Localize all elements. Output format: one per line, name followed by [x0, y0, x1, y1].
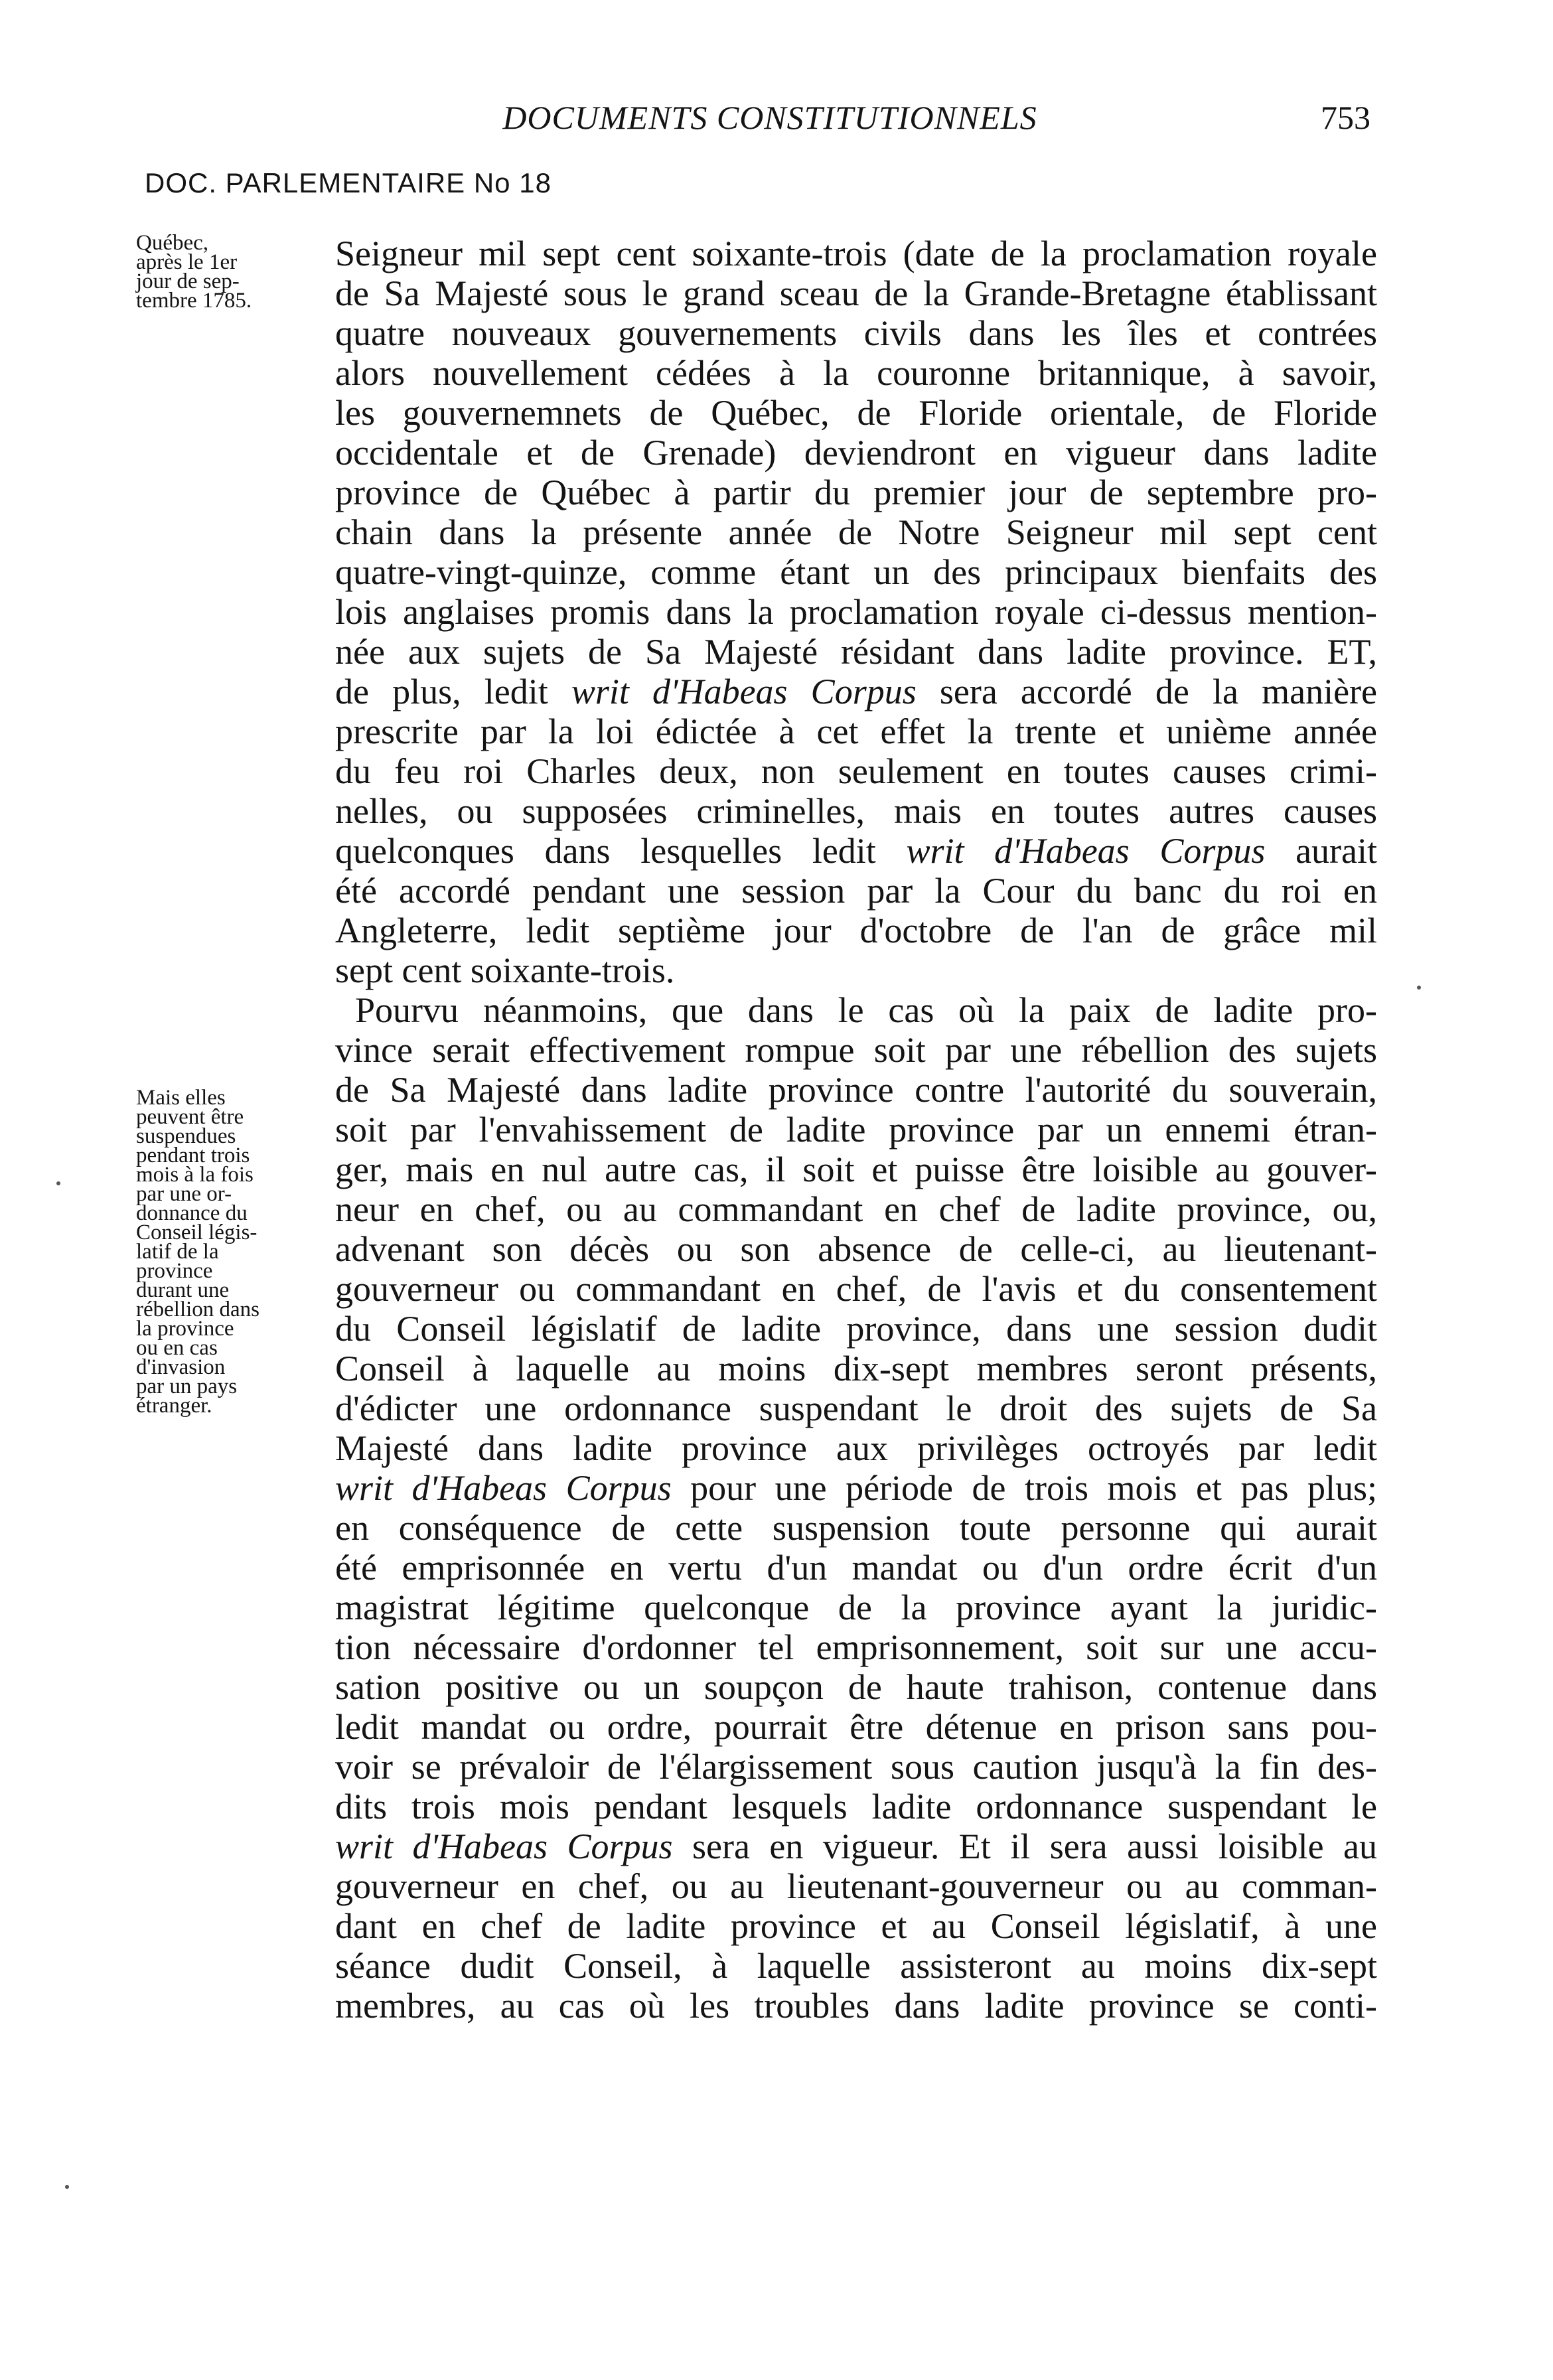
- body-line: dant en chef de ladite province et au Conseil législatif, à une: [335, 1906, 1377, 1946]
- document-label: DOC. PARLEMENTAIRE No 18: [145, 167, 552, 198]
- latin-term: writ d'Habeas Corpus: [571, 672, 917, 711]
- body-line: ger, mais en nul autre cas, il soit et puisse être loisible au gouver-: [335, 1150, 1377, 1189]
- body-line: tion nécessaire d'ordonner tel emprisonnement, soit sur une accu-: [335, 1627, 1377, 1667]
- margin-note-line: après le 1er: [136, 250, 238, 274]
- body-line: Angleterre, ledit septième jour d'octobre de l'an de grâce mil: [335, 911, 1377, 950]
- body-line: soit par l'envahissement de ladite province par un ennemi étran-: [335, 1110, 1377, 1150]
- body-line: prescrite par la loi édictée à cet effet la trente et unième année: [335, 711, 1377, 751]
- margin-note-line: étranger.: [136, 1394, 212, 1418]
- margin-note-line: province: [136, 1259, 213, 1283]
- body-line: neur en chef, ou au commandant en chef de ladite province, ou,: [335, 1189, 1377, 1229]
- margin-note-line: suspendues: [136, 1124, 236, 1148]
- margin-note-line: mois à la fois: [136, 1163, 254, 1187]
- body-line: magistrat légitime quelconque de la province ayant la juridic-: [335, 1588, 1377, 1627]
- body-line: quatre nouveaux gouvernements civils dans les îles et contrées: [335, 313, 1377, 353]
- margin-note-line: par un pays: [136, 1375, 238, 1398]
- body-line: voir se prévaloir de l'élargissement sous caution jusqu'à la fin des-: [335, 1747, 1377, 1787]
- body-line: Pourvu néanmoins, que dans le cas où la paix de ladite pro-: [355, 990, 1377, 1030]
- body-line: les gouvernemnets de Québec, de Floride orientale, de Floride: [335, 393, 1377, 433]
- scan-speck: [1417, 986, 1421, 990]
- margin-note-line: latif de la: [136, 1240, 219, 1264]
- latin-term: writ d'Habeas Corpus: [906, 831, 1266, 871]
- body-line: d'édicter une ordonnance suspendant le droit des sujets de Sa: [335, 1388, 1377, 1428]
- body-line: chain dans la présente année de Notre Seigneur mil sept cent: [335, 512, 1377, 552]
- body-line: Majesté dans ladite province aux privilèges octroyés par ledit: [335, 1428, 1377, 1468]
- body-line: Seigneur mil sept cent soixante-trois (date de la proclamation royale: [335, 234, 1377, 273]
- scan-speck: [65, 2185, 69, 2189]
- margin-note-line: jour de sep-: [136, 269, 240, 293]
- body-line: quatre-vingt-quinze, comme étant un des principaux bienfaits des: [335, 552, 1377, 592]
- page-number: 753: [1321, 99, 1370, 136]
- body-line: lois anglaises promis dans la proclamation royale ci-dessus mention-: [335, 592, 1377, 632]
- margin-note-line: Conseil légis-: [136, 1221, 258, 1244]
- body-line: en conséquence de cette suspension toute personne qui aurait: [335, 1508, 1377, 1548]
- body-line: du feu roi Charles deux, non seulement en toutes causes crimi-: [335, 751, 1377, 791]
- body-line: de Sa Majesté sous le grand sceau de la Grande-Bretagne établissant: [335, 273, 1377, 313]
- body-line: gouverneur en chef, ou au lieutenant-gouverneur ou au comman-: [335, 1866, 1377, 1906]
- body-line: nelles, ou supposées criminelles, mais en toutes autres causes: [335, 791, 1377, 831]
- body-line: dits trois mois pendant lesquels ladite ordonnance suspendant le: [335, 1787, 1377, 1826]
- margin-note-line: Québec,: [136, 231, 209, 255]
- body-line: été emprisonnée en vertu d'un mandat ou d'un ordre écrit d'un: [335, 1548, 1377, 1588]
- margin-note-line: la province: [136, 1317, 234, 1341]
- body-text: [335, 234, 1377, 2026]
- body-line: séance dudit Conseil, à laquelle assisteront au moins dix-sept: [335, 1946, 1377, 1986]
- body-line: alors nouvellement cédées à la couronne britannique, à savoir,: [335, 353, 1377, 393]
- margin-note-quebec: [136, 231, 338, 313]
- body-line: advenant son décès ou son absence de celle-ci, au lieutenant-: [335, 1229, 1377, 1269]
- body-line: occidentale et de Grenade) deviendront en vigueur dans ladite: [335, 433, 1377, 473]
- latin-term: writ d'Habeas Corpus: [335, 1826, 673, 1866]
- body-line: ledit mandat ou ordre, pourrait être détenue en prison sans pou-: [335, 1707, 1377, 1747]
- margin-note-line: donnance du: [136, 1201, 248, 1225]
- body-line: vince serait effectivement rompue soit par une rébellion des sujets: [335, 1030, 1377, 1070]
- body-line: gouverneur ou commandant en chef, de l'avis et du consentement: [335, 1269, 1377, 1309]
- body-line: du Conseil législatif de ladite province, dans une session dudit: [335, 1309, 1377, 1349]
- body-line: province de Québec à partir du premier jour de septembre pro-: [335, 473, 1377, 512]
- margin-note-suspension: [136, 1088, 338, 1416]
- body-line: été accordé pendant une session par la Cour du banc du roi en: [335, 871, 1377, 911]
- body-line: de Sa Majesté dans ladite province contre l'autorité du souverain,: [335, 1070, 1377, 1110]
- margin-note-line: durant une: [136, 1278, 230, 1302]
- body-line: sept cent soixante-trois.: [335, 950, 675, 990]
- body-line: sation positive ou un soupçon de haute trahison, contenue dans: [335, 1667, 1377, 1707]
- body-line: membres, au cas où les troubles dans ladite province se conti-: [335, 1986, 1377, 2026]
- margin-note-line: pendant trois: [136, 1144, 250, 1167]
- margin-note-line: rébellion dans: [136, 1298, 260, 1321]
- margin-note-line: Mais elles: [136, 1086, 226, 1110]
- running-title: DOCUMENTS CONSTITUTIONNELS: [502, 99, 1037, 136]
- margin-note-line: par une or-: [136, 1182, 232, 1206]
- margin-note-line: tembre 1785.: [136, 289, 252, 313]
- latin-term: writ d'Habeas Corpus: [335, 1468, 672, 1508]
- body-line: née aux sujets de Sa Majesté résidant dans ladite province. ET,: [335, 632, 1377, 672]
- body-line: Conseil à laquelle au moins dix-sept membres seront présents,: [335, 1349, 1377, 1388]
- margin-note-line: peuvent être: [136, 1105, 244, 1129]
- body-line: writ d'Habeas Corpus sera en vigueur. Et il sera aussi loisible au: [335, 1826, 1377, 1866]
- body-line: quelconques dans lesquelles ledit writ d'Habeas Corpus aurait: [335, 831, 1377, 871]
- running-head: [0, 98, 1553, 145]
- margin-note-line: d'invasion: [136, 1355, 226, 1379]
- body-line: writ d'Habeas Corpus pour une période de trois mois et pas plus;: [335, 1468, 1377, 1508]
- body-line: de plus, ledit writ d'Habeas Corpus sera accordé de la manière: [335, 672, 1377, 711]
- scan-speck: [56, 1181, 60, 1185]
- margin-note-line: ou en cas: [136, 1336, 218, 1360]
